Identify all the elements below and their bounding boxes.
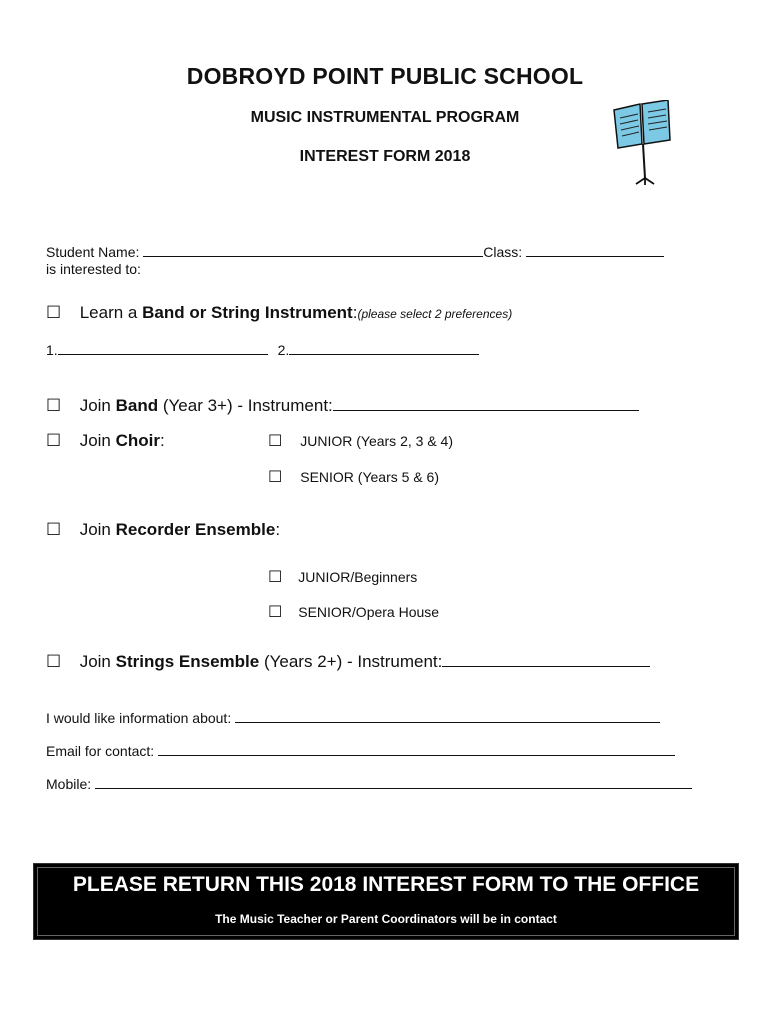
join-choir-option <box>46 431 165 451</box>
learn-instrument-colon: : <box>352 303 358 322</box>
recorder-senior-checkbox[interactable]: ☐ <box>268 604 283 621</box>
join-choir-colon: : <box>160 431 165 450</box>
join-strings-suffix: (Years 2+) - Instrument: <box>259 652 443 671</box>
preference-1-field[interactable] <box>58 340 268 355</box>
banner-title: PLEASE RETURN THIS 2018 INTEREST FORM TO THE OFFICE <box>72 873 700 896</box>
join-recorder-label: Recorder Ensemble <box>115 520 276 539</box>
join-strings-prefix: Join <box>79 652 116 671</box>
join-strings-label: Strings Ensemble <box>115 652 260 671</box>
strings-instrument-field[interactable] <box>442 652 650 667</box>
recorder-junior-label: JUNIOR/Beginners <box>298 569 418 585</box>
join-band-checkbox[interactable]: ☐ <box>46 396 62 415</box>
choir-senior-label: SENIOR (Years 5 & 6) <box>300 469 439 485</box>
class-label: Class: <box>483 244 523 260</box>
info-label: I would like information about: <box>46 710 232 726</box>
join-recorder-checkbox[interactable]: ☐ <box>46 520 62 539</box>
recorder-senior-label: SENIOR/Opera House <box>298 604 440 620</box>
program-title: MUSIC INSTRUMENTAL PROGRAM <box>250 109 520 126</box>
choir-junior-option <box>268 433 453 450</box>
preferences-row <box>46 340 479 358</box>
form-title: INTEREST FORM 2018 <box>299 148 471 165</box>
join-recorder-colon: : <box>275 520 281 539</box>
info-field[interactable] <box>235 708 660 723</box>
join-band-option <box>46 396 639 416</box>
learn-instrument-checkbox[interactable]: ☐ <box>46 303 62 322</box>
join-band-prefix: Join <box>79 396 116 415</box>
student-name-row <box>46 242 664 260</box>
email-row <box>46 741 675 759</box>
mobile-field[interactable] <box>95 774 692 789</box>
student-name-label: Student Name: <box>46 244 140 260</box>
choir-senior-option <box>268 469 439 486</box>
mobile-row <box>46 774 692 792</box>
band-instrument-field[interactable] <box>333 396 639 411</box>
interested-label: is interested to: <box>46 261 141 277</box>
preference-2-label: 2. <box>277 342 290 358</box>
email-field[interactable] <box>158 741 675 756</box>
join-recorder-option <box>46 520 280 540</box>
music-stand-icon <box>610 100 676 186</box>
join-strings-checkbox[interactable]: ☐ <box>46 652 62 671</box>
recorder-junior-checkbox[interactable]: ☐ <box>268 569 283 586</box>
choir-senior-checkbox[interactable]: ☐ <box>268 469 283 486</box>
class-field[interactable] <box>526 242 664 257</box>
banner-subtitle: The Music Teacher or Parent Coordinators will be in contact <box>215 912 557 926</box>
school-title: DOBROYD POINT PUBLIC SCHOOL <box>186 63 584 89</box>
mobile-label: Mobile: <box>46 776 92 792</box>
preference-note: (please select 2 preferences) <box>357 307 513 321</box>
join-recorder-prefix: Join <box>79 520 116 539</box>
join-strings-option <box>46 652 650 672</box>
join-choir-checkbox[interactable]: ☐ <box>46 431 62 450</box>
student-name-field[interactable] <box>143 242 483 257</box>
preference-2-field[interactable] <box>289 340 479 355</box>
preference-1-label: 1. <box>46 342 58 358</box>
info-row <box>46 708 660 726</box>
return-banner <box>33 863 739 940</box>
learn-instrument-prefix: Learn a <box>79 303 143 322</box>
recorder-junior-option <box>268 569 417 586</box>
email-label: Email for contact: <box>46 743 155 759</box>
learn-instrument-option <box>46 303 512 323</box>
join-choir-label: Choir <box>115 431 161 450</box>
join-choir-prefix: Join <box>79 431 116 450</box>
recorder-senior-option <box>268 604 439 621</box>
choir-junior-label: JUNIOR (Years 2, 3 & 4) <box>300 433 453 449</box>
learn-instrument-label: Band or String Instrument <box>142 303 353 322</box>
join-band-label: Band <box>115 396 159 415</box>
join-band-suffix: (Year 3+) - Instrument: <box>158 396 333 415</box>
choir-junior-checkbox[interactable]: ☐ <box>268 433 283 450</box>
